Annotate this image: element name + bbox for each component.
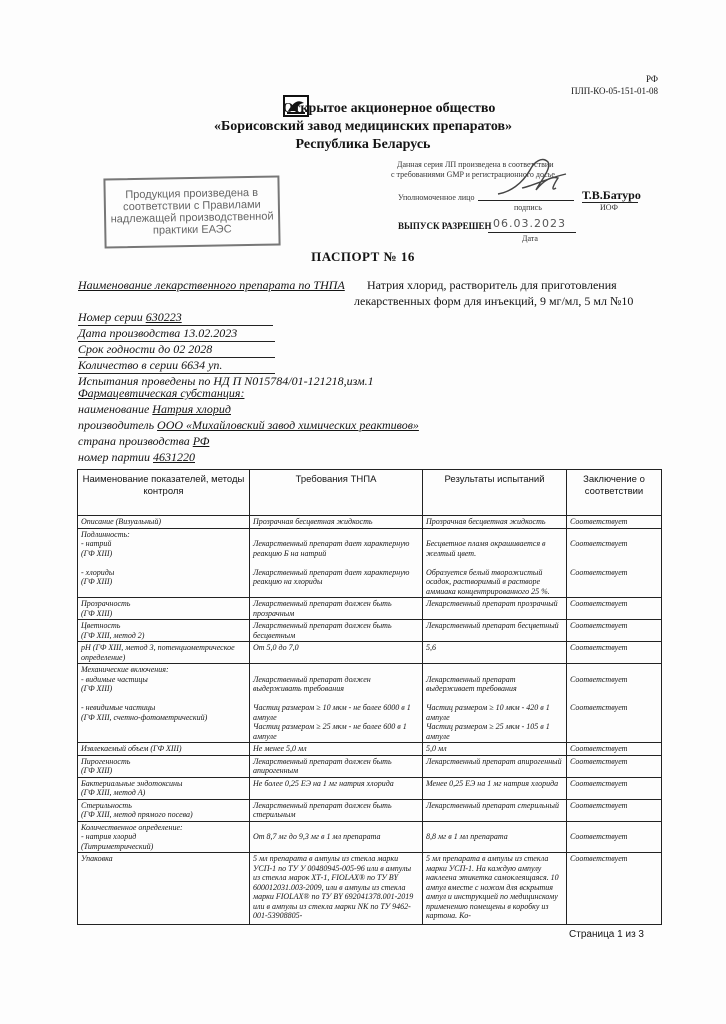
substance-country-row xyxy=(78,434,209,449)
table-cell: Соответствует xyxy=(567,620,662,642)
substance-name-label: наименование xyxy=(78,402,150,416)
table-cell: 8,8 мг в 1 мл препарата xyxy=(423,821,567,853)
series-value: 630223 xyxy=(145,310,182,324)
table-cell: Соответствует Соответствует xyxy=(567,528,662,598)
table-cell: Подлинность: - натрий (ГФ XIII) - хлориды (ГФ XIII) xyxy=(78,528,250,598)
quantity-value: 6634 уп. xyxy=(181,358,223,372)
table-cell: Механические включения: - видимые частицы (ГФ XIII) - невидимые частицы (ГФ XIII, счетно-фотометрический) xyxy=(78,664,250,743)
table-row xyxy=(78,516,662,529)
column-header: Требования ТНПА xyxy=(250,470,423,516)
table-cell: Лекарственный препарат бесцветный xyxy=(423,620,567,642)
name-caption: ИОФ xyxy=(600,203,618,212)
table-cell: Прозрачная бесцветная жидкость xyxy=(423,516,567,529)
table-cell: Лекарственный препарат должен быть прозрачным xyxy=(250,598,423,620)
passport-title: ПАСПОРТ № 16 xyxy=(311,249,415,264)
stamp-line2: соответствии с Правилами xyxy=(122,198,261,214)
table-cell: Лекарственный препарат должен быть стерильным xyxy=(250,799,423,821)
substance-maker-label: производитель xyxy=(78,418,155,432)
stamp-line3: надлежащей производственной xyxy=(110,210,274,226)
table-row xyxy=(78,755,662,777)
table-cell: Лекарственный препарат стерильный xyxy=(423,799,567,821)
company-type: Открытое акционерное общество xyxy=(282,101,496,116)
table-cell: Соответствует xyxy=(567,598,662,620)
table-row xyxy=(78,642,662,664)
substance-maker-row xyxy=(78,418,419,433)
date-line xyxy=(488,232,576,233)
table-row xyxy=(78,598,662,620)
gmp-note-line2: с требованиями GMP и регистрационного досье xyxy=(391,170,555,179)
gmp-note-line1: Данная серия ЛП произведена в соответствии xyxy=(397,160,554,169)
table-cell: Лекарственный препарат апирогенный xyxy=(423,755,567,777)
table-row xyxy=(78,620,662,642)
table-cell: Соответствует xyxy=(567,777,662,799)
table-cell: Соответствует xyxy=(567,799,662,821)
column-header: Результаты испытаний xyxy=(423,470,567,516)
table-row xyxy=(78,777,662,799)
table-cell: Цветность (ГФ XIII, метод 2) xyxy=(78,620,250,642)
table-cell: 5,0 мл xyxy=(423,743,567,756)
substance-country-label: страна производства xyxy=(78,434,190,448)
table-cell: Стерильность (ГФ XIII, метод прямого посева) xyxy=(78,799,250,821)
series-label: Номер серии xyxy=(78,310,143,324)
stamp-line4: практики ЕАЭС xyxy=(152,223,232,237)
table-cell: Лекарственный препарат должен быть апирогенным xyxy=(250,755,423,777)
corner-country: РФ xyxy=(646,74,658,84)
table-cell: pH (ГФ XIII, метод 3, потенциометрическое определение) xyxy=(78,642,250,664)
substance-batch-row xyxy=(78,450,195,465)
substance-batch-value: 4631220 xyxy=(153,450,195,464)
release-label: ВЫПУСК РАЗРЕШЕН xyxy=(398,221,492,231)
substance-name-row xyxy=(78,402,231,417)
table-cell: Соответствует xyxy=(567,642,662,664)
table-cell: Лекарственный препарат должен выдерживать требования Частиц размером ≥ 10 мкм - не более 6000 в 1 ампуле Частиц размером ≥ 25 мкм - не более 600 в 1 ампуле xyxy=(250,664,423,743)
authorized-person-label: Уполномоченное лицо xyxy=(398,193,475,202)
table-cell: Описание (Визуальный) xyxy=(78,516,250,529)
signature-caption: подпись xyxy=(514,203,542,212)
table-cell: Прозрачная бесцветная жидкость xyxy=(250,516,423,529)
column-header: Наименование показателей, методы контроля xyxy=(78,470,250,516)
table-cell: Лекарственный препарат выдерживает требования Частиц размером ≥ 10 мкм - 420 в 1 ампуле Частиц размером ≥ 25 мкм - 105 в 1 ампуле xyxy=(423,664,567,743)
table-row xyxy=(78,528,662,598)
corner-document-code: ПЛП-КО-05-151-01-08 xyxy=(571,86,658,96)
expiry-label: Срок годности xyxy=(78,342,156,356)
drug-name-label: Наименование лекарственного препарата по ТНПА xyxy=(78,278,345,292)
table-cell: От 5,0 до 7,0 xyxy=(250,642,423,664)
expiry-value: до 02 2028 xyxy=(158,342,213,356)
production-date-value: 13.02.2023 xyxy=(183,326,238,340)
page-number: Страница 1 из 3 xyxy=(569,929,644,940)
table-cell: Соответствует xyxy=(567,743,662,756)
specification-table xyxy=(77,469,662,925)
table-cell: От 8,7 мг до 9,3 мг в 1 мл препарата xyxy=(250,821,423,853)
column-header: Заключение о соответствии xyxy=(567,470,662,516)
table-cell: Извлекаемый объем (ГФ XIII) xyxy=(78,743,250,756)
production-date-row xyxy=(78,326,275,342)
tests-standard: Испытания проведены по НД П N015784/01-121218,изм.1 xyxy=(78,374,374,388)
series-row xyxy=(78,310,273,326)
expiry-row xyxy=(78,342,275,358)
table-cell: Лекарственный препарат дает характерную реакцию Б на натрий Лекарственный препарат дает характерную реакцию на хлориды xyxy=(250,528,423,598)
drug-name-line2: лекарственных форм для инъекций, 9 мг/мл, 5 мл №10 xyxy=(354,294,634,308)
quantity-label: Количество в серии xyxy=(78,358,179,372)
production-date-label: Дата производства xyxy=(78,326,181,340)
substance-maker-value: ООО «Михайловский завод химических реактивов» xyxy=(157,418,419,432)
stamp-line1: Продукция произведена в xyxy=(125,186,259,202)
table-cell: Не менее 5,0 мл xyxy=(250,743,423,756)
signature-icon xyxy=(492,148,572,208)
table-cell: Количественное определение: - натрия хлорид (Титриметрический) xyxy=(78,821,250,853)
table-row xyxy=(78,799,662,821)
table-row xyxy=(78,743,662,756)
table-cell: Лекарственный препарат должен быть бесцветным xyxy=(250,620,423,642)
table-cell: 5 мл препарата в ампулы из стекла марки УСП-1 по ТУ У 00480945-005-96 или в ампулы из стекла марок ХТ-1, FIOLAX® по ТУ BY 600012031.003-2009, или в ампулы из стекла марки FIOLAX® по ТУ BY 692041378.001-2019 или в ампулы из стекла марки NK по ТУ 9462-001-53908805- xyxy=(250,853,423,925)
drug-name-line1: Натрия хлорид, растворитель для приготовления xyxy=(367,278,617,292)
table-cell: Пирогенность (ГФ XIII) xyxy=(78,755,250,777)
table-cell: Соответствует xyxy=(567,853,662,925)
table-cell: 5 мл препарата в ампулы из стекла марки УСП-1. На каждую ампулу наклеена этикетка самоклеящаяся. 10 ампул вместе с ножом для вскрытия ампул и инструкцией по медицинскому применению помещены в коробку из картона. Ко- xyxy=(423,853,567,925)
table-cell: Бактериальные эндотоксины (ГФ XIII, метод А) xyxy=(78,777,250,799)
table-row xyxy=(78,853,662,925)
table-cell: Соответствует Соответствует xyxy=(567,664,662,743)
date-caption: Дата xyxy=(522,234,538,243)
company-name: «Борисовский завод медицинских препаратов» xyxy=(213,119,513,134)
quantity-row xyxy=(78,358,275,374)
table-cell: Соответствует xyxy=(567,755,662,777)
table-cell: Прозрачность (ГФ XIII) xyxy=(78,598,250,620)
table-cell: 5,6 xyxy=(423,642,567,664)
release-date: 06.03.2023 xyxy=(493,217,566,230)
substance-country-value: РФ xyxy=(192,434,210,448)
table-cell: Бесцветное пламя окрашивается в желтый цвет. Образуется белый творожистый осадок, растворимый в растворе аммиака концентрированного 25 %. xyxy=(423,528,567,598)
table-cell: Упаковка xyxy=(78,853,250,925)
table-cell: Соответствует xyxy=(567,821,662,853)
company-country: Республика Беларусь xyxy=(295,137,431,152)
table-cell: Менее 0,25 ЕЭ на 1 мг натрия хлорида xyxy=(423,777,567,799)
substance-header: Фармацевтическая субстанция: xyxy=(78,386,245,400)
table-cell: Соответствует xyxy=(567,516,662,529)
table-cell: Лекарственный препарат прозрачный xyxy=(423,598,567,620)
substance-name-value: Натрия хлорид xyxy=(152,402,231,416)
table-row xyxy=(78,821,662,853)
table-cell: Не более 0,25 ЕЭ на 1 мг натрия хлорида xyxy=(250,777,423,799)
table-row xyxy=(78,664,662,743)
authorized-person-name: Т.В.Батуро xyxy=(582,188,641,202)
table-header-row xyxy=(78,470,662,516)
gmp-stamp xyxy=(103,175,280,248)
substance-batch-label: номер партии xyxy=(78,450,150,464)
